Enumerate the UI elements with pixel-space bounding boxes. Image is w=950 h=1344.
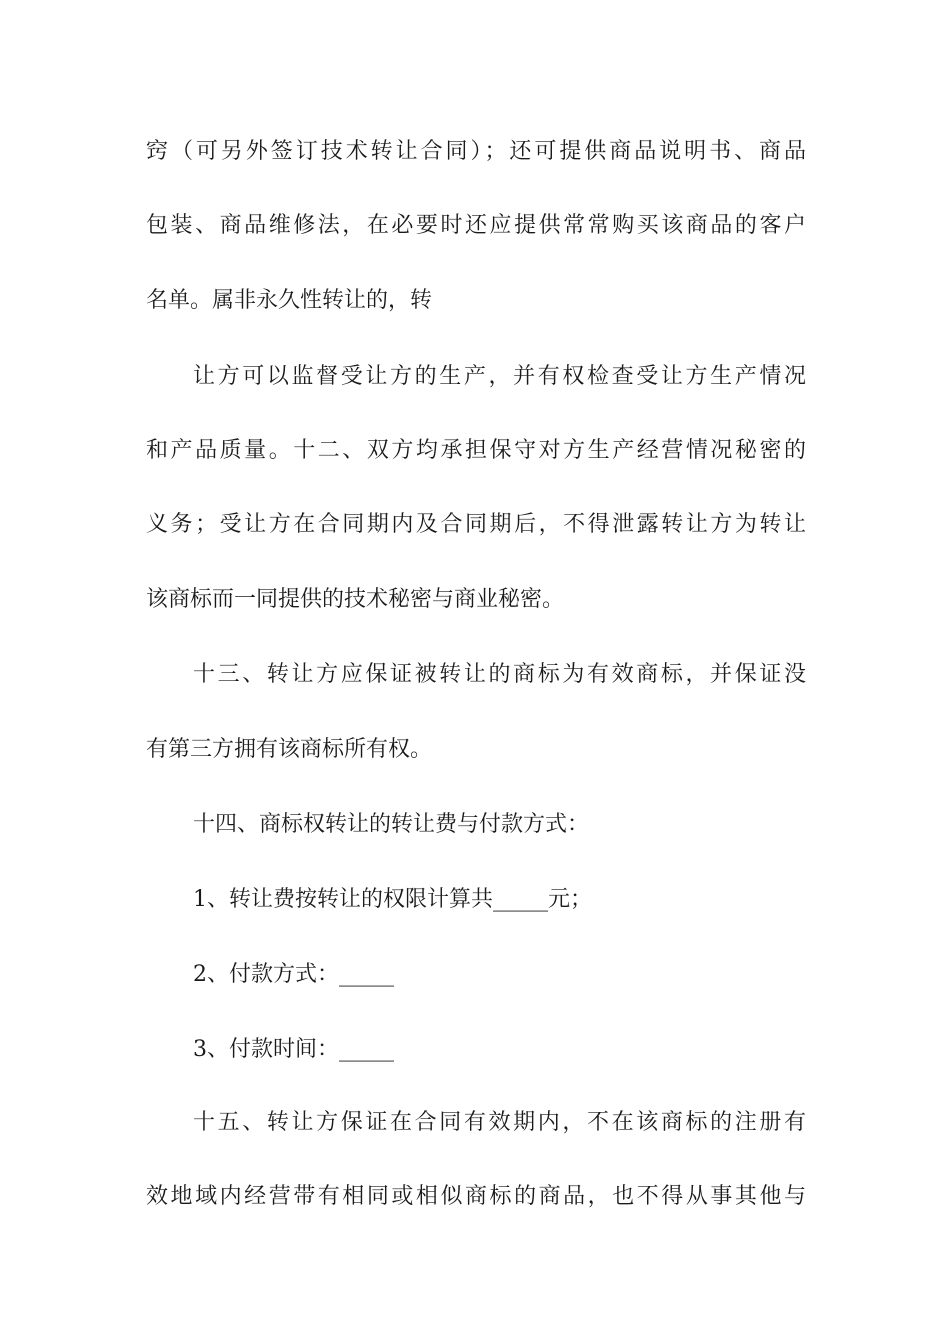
paragraph-line: 和产品质量。十二、双方均承担保守对方生产经营情况秘密的: [146, 438, 806, 463]
paragraph-line: 3、付款时间：_____: [193, 1037, 394, 1062]
paragraph-line: 1、转让费按转让的权限计算共_____元；: [193, 887, 592, 912]
paragraph-line: 名单。属非永久性转让的，转: [146, 288, 433, 313]
paragraph-line: 窍（可另外签订技术转让合同）；还可提供商品说明书、商品: [146, 139, 806, 164]
paragraph-line: 效地域内经营带有相同或相似商标的商品，也不得从事其他与: [146, 1184, 806, 1209]
paragraph-line: 2、付款方式：_____: [193, 962, 394, 987]
paragraph-line: 十四、商标权转让的转让费与付款方式：: [193, 812, 590, 837]
paragraph-line: 有第三方拥有该商标所有权。: [146, 737, 433, 762]
paragraph-line: 该商标而一同提供的技术秘密与商业秘密。: [146, 587, 565, 612]
paragraph-line: 义务；受让方在合同期内及合同期后，不得泄露转让方为转让: [146, 512, 806, 537]
paragraph-line: 让方可以监督受让方的生产，并有权检查受让方生产情况: [193, 364, 806, 389]
paragraph-line: 十三、转让方应保证被转让的商标为有效商标，并保证没: [193, 662, 806, 687]
paragraph-line: 包装、商品维修法，在必要时还应提供常常购买该商品的客户: [146, 213, 806, 238]
paragraph-line: 十五、转让方保证在合同有效期内，不在该商标的注册有: [193, 1110, 806, 1135]
